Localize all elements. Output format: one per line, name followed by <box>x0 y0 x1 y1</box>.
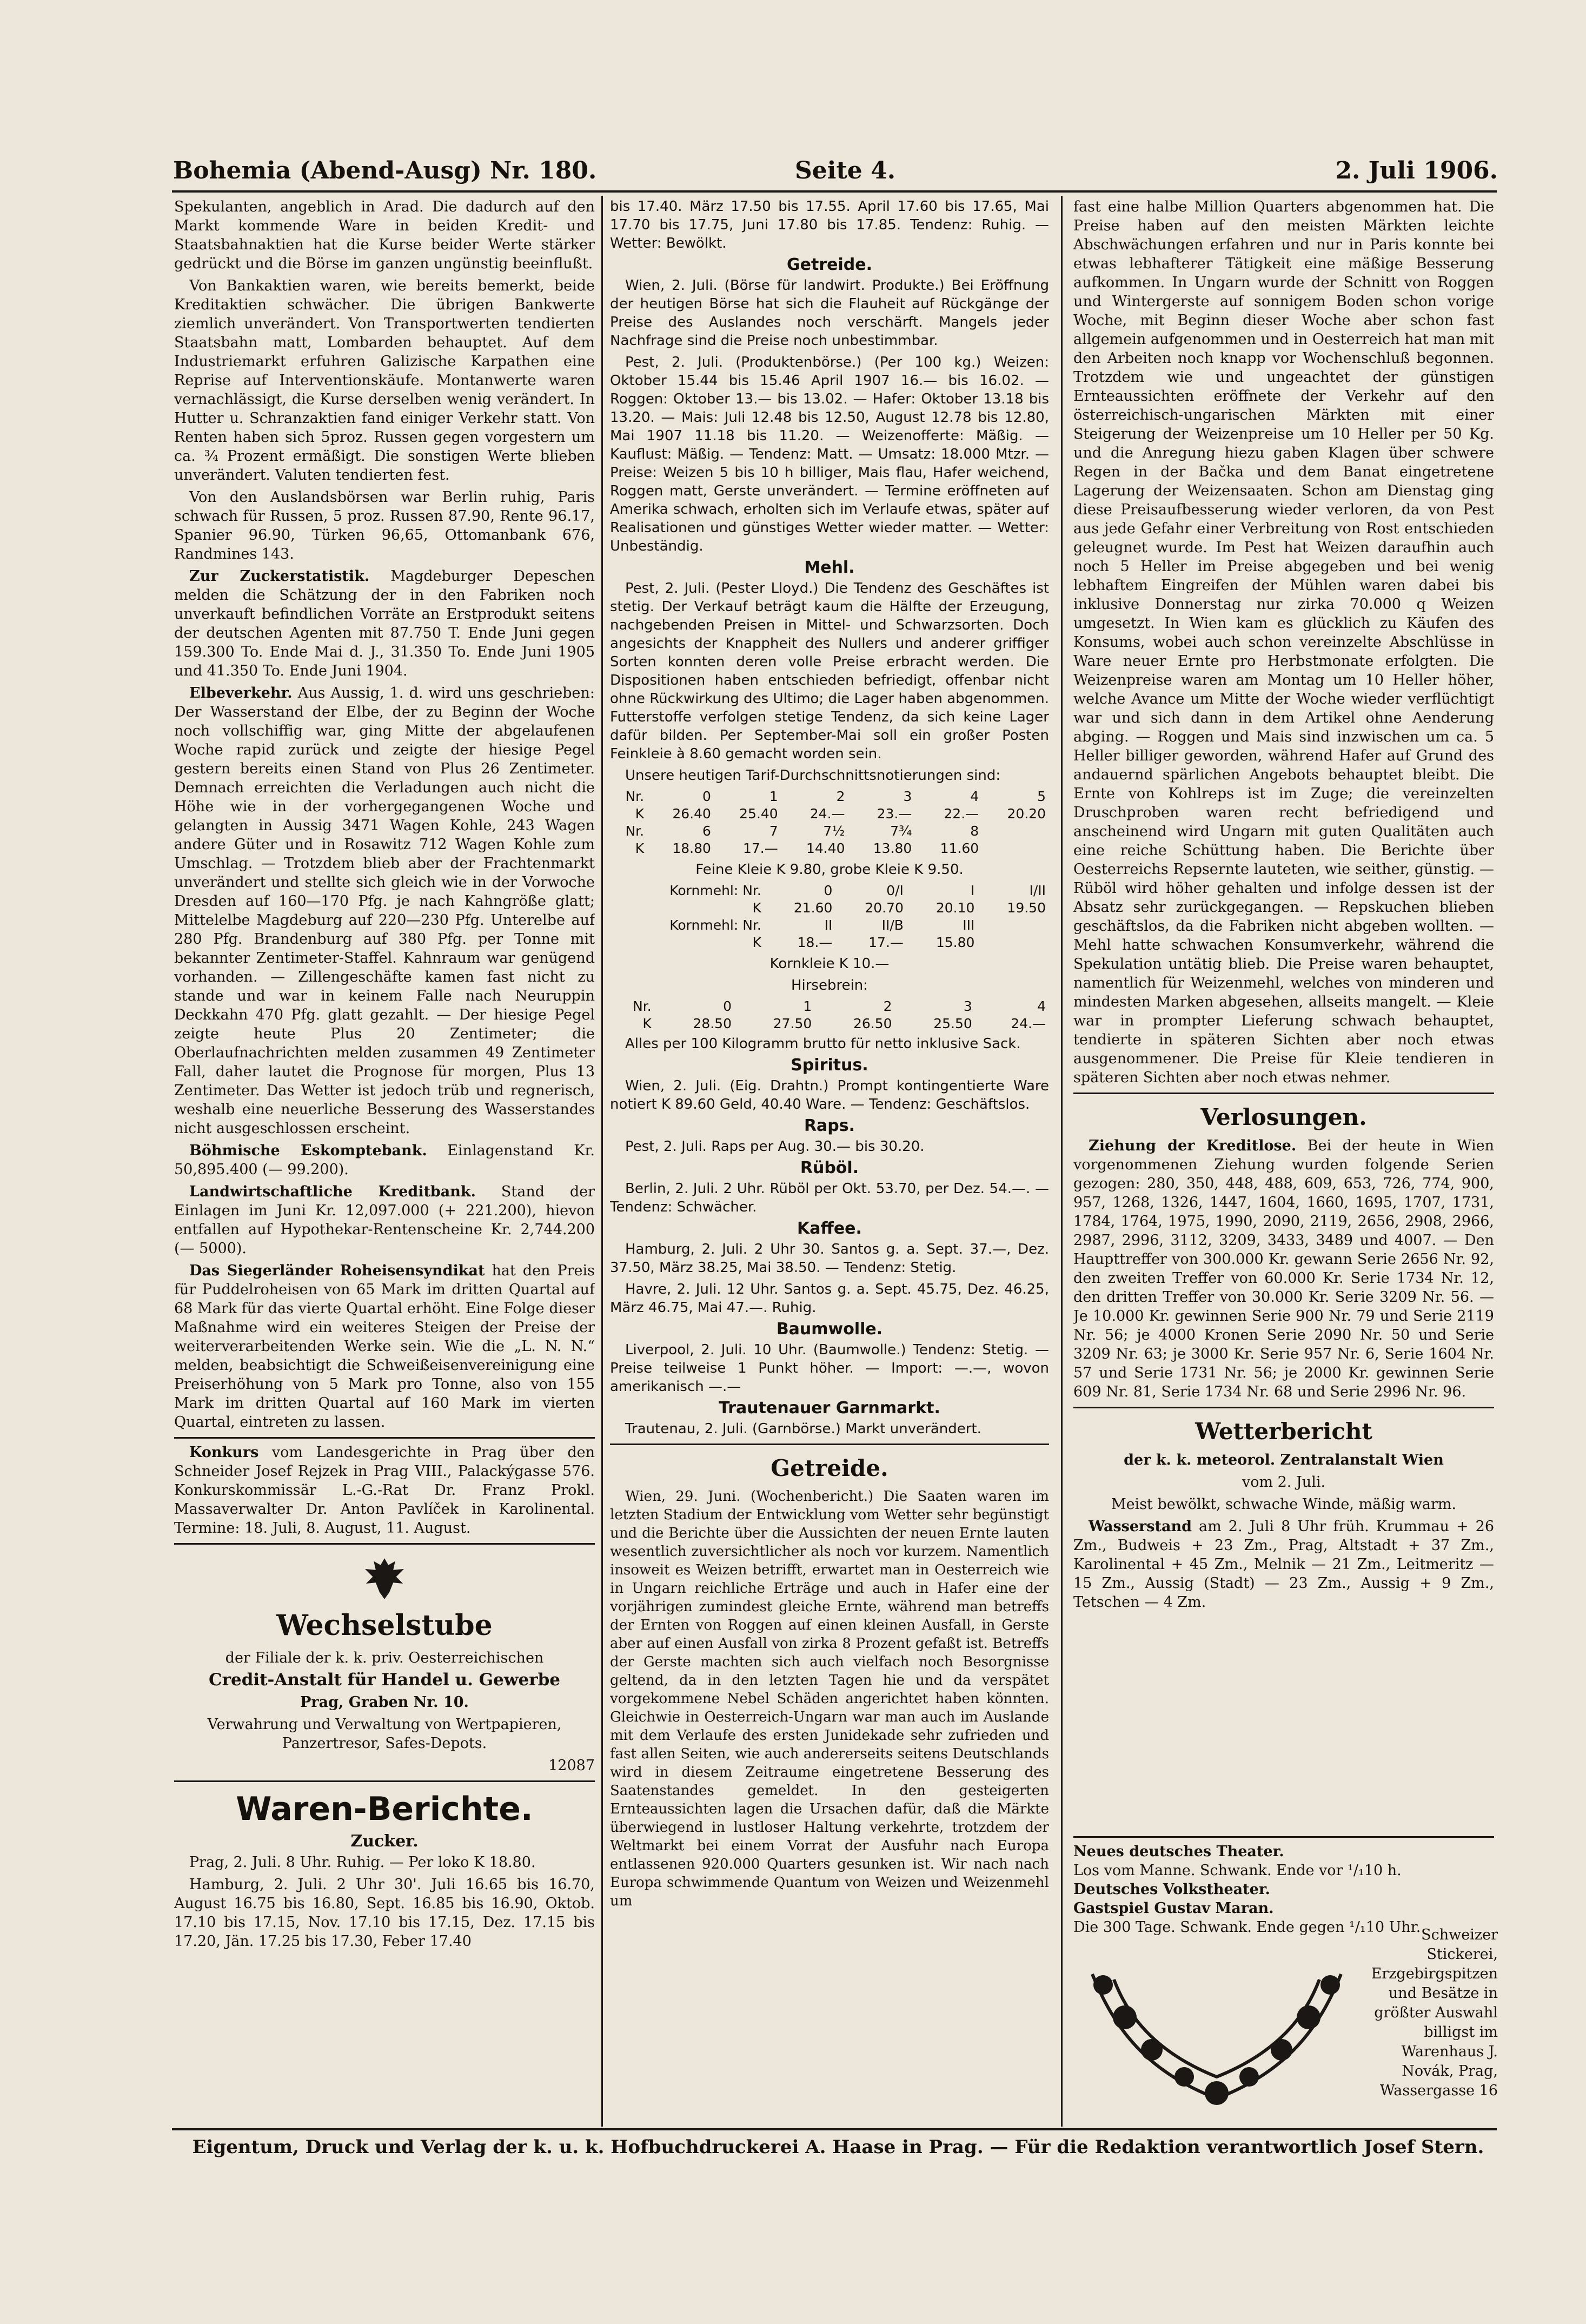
article-rueboel: Berlin, 2. Juli. 2 Uhr. Rüböl per Okt. 53.70, per Dez. 54.—. — Tendenz: Schwächer. <box>610 1181 1049 1215</box>
tarif-value-row-1: K 26.40 25.40 24.— 23.— 22.— 20.20 <box>635 806 1046 822</box>
volkstheater-gastspiel: Gastspiel Gustav Maran. <box>1073 1900 1274 1917</box>
article-zuckerstatistik: Magdeburger Depeschen melden die Schätzung der in den Fabriken noch unverkauft befindlichen Vorräte an Erstprodukt seitens der deutschen Agenten mit 87.750 T. Ende Juni gegen 159.300 To. Ende Mai d. J., 31.350 To. Ende Juni 1905 und 41.350 To. Ende Juni 1904. <box>174 568 595 679</box>
article-roheisensyndikat: hat den Preis für Puddelroheisen von 65 Mark im dritten Quartal auf 68 Mark für das vierte Quartal erhöht. Eine Folge dieser Maßnahme wird ein weiteres Steigen der Preise der weiterverarbeitenden Werke sein. Wie die „L. N. N.“ melden, beabsichtigt die Schweißeisenvereinigung eine Preiserhöhung von 5 Mark pro Tonne, also von 155 Mark im dritten Quartal auf 160 Mark im vierten Quartal, eintreten zu lassen. <box>174 1262 595 1431</box>
heading-elbeverkehr: Elbeverkehr. <box>189 685 293 701</box>
heading-wasserstand: Wasserstand <box>1089 1518 1192 1535</box>
theater-notes <box>1073 1831 1494 1937</box>
tarif-heading: Unsere heutigen Tarif-Durchschnittsnotierungen sind: <box>625 767 1001 784</box>
heading-kaffee: Kaffee. <box>797 1219 862 1238</box>
wechselstube-address: Prag, Graben Nr. 10. <box>300 1694 469 1711</box>
verlosungen-title: Verlosungen. <box>1200 1104 1367 1130</box>
article-getreide-cont: fast eine halbe Million Quarters abgenommen hat. Die Preise haben auf den meisten Märkten leichte Abschwächungen erfahren und nur in Paris konnte bei etwas lebhafterer Tätigkeit eine mäßige Besserung aufkommen. In Ungarn wurde der Schnitt von Roggen und Wintergerste auf sonnigem Boden schon vorige Woche, mit Beginn dieser Woche aber schon fast allgemein aufgenommen und in Oesterreich hat man mit den Arbeiten noch knapp vor Wochenschluß begonnen. Trotzdem wie und ungeachtet der günstigen Ernteaussichten eröffnete der Verkehr auf den österreichisch-ungarischen Märkten mit einer Steigerung der Weizenpreise um 10 Heller per 50 Kg. und die Anregung hiezu gaben Klagen über schwere Regen in der Bačka und dem Banat eingetretene Lagerung der Weizensaaten. Schon am Dienstag ging diese Preisaufbesserung wieder verloren, da von Pest aus jede Gefahr einer Verbreitung von Rost entschieden geleugnet wurde. Im Pest hat Weizen daraufhin auch noch 5 Heller im Preise abgegeben und bei wenig lebhaftem Eingreifen der Mühlen waren dabei bis inklusive Donnerstag nur zirka 70.000 q Weizen umgesetzt. In Wien kam es glücklich zu Käufen des Konsums, wobei auch schon vereinzelte Abschlüsse in Ware neuer Ernte pro Herbstmonate erfolgten. Die Weizenpreise waren am Montag um 10 Heller höher, welche Avance um Mitte der Woche wieder verflüchtigt war und sich dann in dem Artikel ohne Aenderung abging. — Roggen und Mais sind inzwischen um ca. 5 Heller billiger geworden, während Hafer auf Grund des andauernd spärlichen Angebots behauptet bleibt. Die Ernte von Kohlreps ist im Zuge; die vereinzelten Druschproben waren recht befriedigend und anscheinend wird Ungarn mit guten Qualitäten auch eine reiche Schüttung haben. Die Berichte über Oesterreichs Repsernte lauteten, wie seither, günstig. — Rüböl wird höher gehalten und infolge dessen ist der Absatz sehr zurückgegangen. — Repskuchen blieben geschäftslos, da die Fabriken nicht abgeben wollten. — Mehl hatte schwachen Konsumverkehr, während die Spekulation untätig blieb. Die Preise waren behauptet, namentlich für Weizenmehl, welches von minderen und mindesten Marken abgesehen, allseits mangelt. — Kleie war in prompter Lieferung schwach behauptet, tendierte in späteren Sichten aber noch etwas ausgenommener. Die Preise für Kleie tendieren in späteren Sichten aber noch etwas nehmer. <box>1073 198 1494 1086</box>
heading-mehl: Mehl. <box>804 558 855 577</box>
wechselstube-services: Verwahrung und Verwaltung von Wertpapieren, Panzertresor, Safes-Depots. <box>207 1716 562 1752</box>
article-zucker-prag: Prag, 2. Juli. 8 Uhr. Ruhig. — Per loko K 18.80. <box>189 1854 536 1871</box>
article-getreide-pest: Pest, 2. Juli. (Produktenbörse.) (Per 100 kg.) Weizen: Oktober 15.44 bis 15.46 April 1907 16.— bis 16.02. — Roggen: Oktober 13.— bis 13.02. — Hafer: Oktober 13.18 bis 13.20. — Mais: Juli 12.48 bis 12.50, August 12.78 bis 12.80, Mai 1907 11.18 bis 11.20. — Weizenofferte: Mäßig. — Kauflust: Mäßig. — Tendenz: Matt. — Umsatz: 18.000 Mtzr. — Preise: Weizen 5 bis 10 h billiger, Mais flau, Hafer weichend, Roggen matt, Gerste unverändert. — Termine eröffneten auf Amerika schwach, erholten sich im Verlaufe etwas, später auf Realisationen und günstiges Wetter wieder matter. — Wetter: Unbeständig. <box>610 354 1049 554</box>
kornmehl-header-1: Kornmehl: Nr. 0 0/I I I/II <box>669 883 1046 898</box>
article-zucker-hamburg: Hamburg, 2. Juli. 2 Uhr 30'. Juli 16.65 bis 16.70, August 16.75 bis 16.80, Sept. 16.85 bis 16.90, Oktob. 17.10 bis 17.15, Nov. 17.10 bis 17.15, Dez. 17.15 bis 17.20, Jän. 17.25 bis 17.30, Feber 17.40 <box>174 1876 595 1950</box>
wechselstube-line-2: Credit-Anstalt für Handel u. Gewerbe <box>208 1670 561 1690</box>
heading-rueboel: Rüböl. <box>800 1158 859 1177</box>
wetterbericht-forecast: Meist bewölkt, schwache Winde, mäßig warm. <box>1111 1496 1457 1513</box>
article-spiritus: Wien, 2. Juli. (Eig. Drahtn.) Prompt kontingentierte Ware notiert K 89.60 Geld, 40.40 Ware. — Tendenz: Geschäftslos. <box>610 1078 1049 1113</box>
issue-date: 2. Juli 1906. <box>1335 157 1498 184</box>
article-kreditbank: Stand der Einlagen im Juni Kr. 12,097.000 (+ 221.200), hievon entfallen auf Hypothekar-Rentenscheine Kr. 2,744.200 (— 5000). <box>174 1183 595 1257</box>
hirse-value-row: K 28.50 27.50 26.50 25.50 24.— <box>642 1016 1046 1031</box>
heading-kreditbank: Landwirtschaftliche Kreditbank. <box>189 1183 476 1200</box>
heading-roheisensyndikat: Das Siegerländer Roheisensyndikat <box>189 1262 485 1279</box>
header-rule <box>172 190 1497 193</box>
kornmehl-values-1: K 21.60 20.70 20.10 19.50 <box>752 900 1046 916</box>
article-zucker-cont: bis 17.40. März 17.50 bis 17.55. April 17.60 bis 17.65, Mai 17.70 bis 17.75, Juni 17.80 bis 17.85. Tendenz: Ruhig. — Wetter: Bewölkt. <box>610 198 1049 251</box>
article-getreide-wien: Wien, 2. Juli. (Börse für landwirt. Produkte.) Bei Eröffnung der heutigen Börse hat sich die Flauheit auf Rückgänge der Preise des Auslandes noch verschärft. Mangels jeder Nachfrage sind die Preise noch unbestimmbar. <box>610 277 1049 349</box>
waren-berichte-title: Waren-Berichte. <box>236 1790 533 1828</box>
imprint-footer: Eigentum, Druck und Verlag der k. u. k. Hofbuchdruckerei A. Haase in Prag. — Für die Redaktion verantwortlich Josef Stern. <box>192 2136 1484 2158</box>
page-header <box>173 157 1498 189</box>
kornmehl-table <box>610 882 1049 951</box>
page-number: Seite 4. <box>795 157 896 184</box>
heading-garnmarkt: Trautenauer Garnmarkt. <box>719 1399 940 1418</box>
neues-theater-program: Los vom Manne. Schwank. Ende vor ¹/₁10 h. <box>1073 1862 1402 1879</box>
kornmehl-header-2: Kornmehl: Nr. II II/B III <box>669 917 975 933</box>
article-kreditlose: Bei der heute in Wien vorgenommenen Ziehung wurden folgende Serien gezogen: 280, 350, 448, 488, 609, 653, 726, 774, 900, 957, 1268, 1326, 1447, 1604, 1660, 1695, 1707, 1731, 1784, 1764, 1975, 1990, 2090, 2119, 2656, 2908, 2966, 2987, 2996, 3112, 3209, 3433, 3489 und 4007. — Den Haupttreffer von 300.000 Kr. gewann Serie 2656 Nr. 92, den zweiten Treffer von 60.000 Kr. Serie 1734 Nr. 12, den dritten Treffer von 30.000 Kr. Serie 3209 Nr. 56. — Je 10.000 Kr. gewinnen Serie 900 Nr. 79 und Serie 2119 Nr. 56; je 4000 Kronen Serie 2090 Nr. 50 und Serie 3209 Nr. 63; je 3000 Kr. Serie 957 Nr. 6, Serie 1604 Nr. 57 und Serie 1731 Nr. 56; je 2000 Kr. gewinnen Serie 609 Nr. 81, Serie 1734 Nr. 68 und Serie 2996 Nr. 96. <box>1073 1137 1494 1400</box>
masthead-title: Bohemia (Abend-Ausg) Nr. 180. <box>173 157 597 184</box>
article-auslandsboersen: Von den Auslandsbörsen war Berlin ruhig, Paris schwach für Russen, 5 proz. Russen 87.90, Rente 96.17, Spanier 96.90, Türken 96,65, Ottomanbank 676, Randmines 143. <box>174 489 595 562</box>
volkstheater-program: Die 300 Tage. Schwank. Ende gegen ¹/₁10 Uhr. <box>1073 1919 1421 1936</box>
hirse-heading: Hirsebrein: <box>791 977 868 994</box>
wetterbericht-date: vom 2. Juli. <box>1242 1474 1326 1491</box>
article-kaffee-havre: Havre, 2. Juli. 12 Uhr. Santos g. a. Sept. 45.75, Dez. 46.25, März 46.75, Mai 47.—. Ruhig. <box>610 1281 1049 1316</box>
heading-baumwolle: Baumwolle. <box>776 1320 883 1339</box>
tarif-header-row-1: Nr. 0 1 2 3 4 5 <box>625 789 1046 804</box>
article-baumwolle: Liverpool, 2. Juli. 10 Uhr. (Baumwolle.) Tendenz: Stetig. — Preise teilweise 1 Punkt höher. — Import: —.—, wovon amerikanisch —.— <box>610 1342 1049 1395</box>
article-eskomptebank: Einlagenstand Kr. 50,895.400 (— 99.200). <box>174 1142 595 1178</box>
kornmehl-values-2: K 18.— 17.— 15.80 <box>752 935 975 950</box>
tarif-header-row-2: Nr. 6 7 7½ 7¾ 8 <box>625 823 979 839</box>
wechselstube-code: 12087 <box>548 1757 595 1774</box>
lace-illustration-icon <box>1081 1963 1352 2115</box>
column-3 <box>1073 197 1494 1825</box>
article-raps: Pest, 2. Juli. Raps per Aug. 30.— bis 30.20. <box>625 1138 925 1155</box>
ad-stickerei-text: Schweizer Stickerei, Erzgebirgspitzen und Besätze in größter Auswahl billigst im Warenhaus J. Novák, Prag, Wassergasse 16 <box>1371 1926 1498 2099</box>
article-bankaktien: Von Bankaktien waren, wie bereits bemerkt, beide Kreditaktien schwächer. Die übrigen Bankwerte ziemlich unverändert. Von Transportwerten tendierten Staatsbahn matt, Lombarden behauptet. Auf dem Industriemarkt erfuhren Galizische Karpathen eine Reprise auf Interventionskäufe. Montanwerte waren vernachlässigt, die Kurse derselben wenig verändert. In Hutter u. Schranzaktien fand einiger Verkehr statt. Von Renten haben sich 5proz. Russen gegen vorgestern um ca. ¾ Prozent ermäßigt. Die sonstigen Werte blieben unverändert. Valuten tendierten fest. <box>174 277 595 484</box>
kornkleie-line: Kornkleie K 10.— <box>769 956 890 972</box>
article-getreide-wochenbericht: Wien, 29. Juni. (Wochenbericht.) Die Saaten waren im letzten Stadium der Entwicklung vom Wetter sehr begünstigt und die Berichte über die Aussichten der neuen Ernte lauten wesentlich zuversichtlicher als noch vor kurzem. Namentlich insoweit es Weizen betrifft, erwartet man in Oesterreich wie in Ungarn reichliche Erträge und auch in Hafer eine der vorjährigen zumindest gleiche Ernte, während man betreffs der Ernten von Roggen auf einen kleinen Ausfall, in Gerste aber auf einen Ausfall von zirka 8 Prozent gefaßt ist. Betreffs der Gerste machten sich auch vielfach noch Besorgnisse geltend, da in den letzten Tagen hie und da verspätet vorgekommene Nebel Schäden angerichtet haben könnten. Gleichwie in Oesterreich-Ungarn war man auch im Auslande mit dem Verlaufe des ersten Junidekade sehr zufrieden und fast allen Seiten, wie auch andererseits seitens Deutschlands wird in diesem Zeitraume eingetretene Besserung des Saatenstandes gemeldet. In den gesteigerten Ernteaussichten lagen die Ursachen dafür, daß die Märkte überwiegend in lustloser Haltung verkehrte, trotzdem der Weltmarkt bei einem Vorrat der Ausfuhr nach Europa entlassenen 920.000 Quarters gesunken ist. Wir nach nach Europa schwimmende Quantum von Weizen und Weizenmehl um <box>610 1488 1049 1909</box>
article-mehl: Pest, 2. Juli. (Pester Lloyd.) Die Tendenz des Geschäftes ist stetig. Der Verkauf beträgt kaum die Hälfte der Erzeugung, nachgebenden Preisen in Mittel- und Schwarzsorten. Doch angesichts der Knappheit des Nullers und anderer griffiger Sorten konnten deren volle Preise erbracht werden. Die Dispositionen haben entschieden befriedigt, offenbar nicht ohne Rückwirkung des Ultimo; die Lager haben abgenommen. Futterstoffe verfolgen stetige Tendenz, da sich keine Lager dafür bilden. Per September-Mai soll ein großer Posten Feinkleie à 8.60 gemacht worden sein. <box>610 580 1049 762</box>
column-1 <box>174 197 595 2123</box>
article-garnmarkt: Trautenau, 2. Juli. (Garnbörse.) Markt unverändert. <box>625 1421 981 1437</box>
article-kaffee-hamburg: Hamburg, 2. Juli. 2 Uhr 30. Santos g. a. Sept. 37.—, Dez. 37.50, März 38.25, Mai 38.50. — Tendenz: Stetig. <box>610 1241 1049 1276</box>
heading-eskomptebank: Böhmische Eskomptebank. <box>189 1142 427 1159</box>
heading-neues-theater: Neues deutsches Theater. <box>1073 1843 1284 1860</box>
heading-zuckerstatistik: Zur Zuckerstatistik. <box>189 568 370 585</box>
heading-spiritus: Spiritus. <box>791 1056 868 1075</box>
kleie-line: Feine Kleie K 9.80, grobe Kleie K 9.50. <box>695 862 964 878</box>
tarif-value-row-2: K 18.80 17.— 14.40 13.80 11.60 <box>635 840 979 856</box>
heading-konkurs: Konkurs <box>189 1444 259 1461</box>
hirse-table <box>610 998 1049 1032</box>
wechselstube-title: Wechselstube <box>276 1609 493 1642</box>
eagle-emblem-icon <box>360 1554 409 1603</box>
wechselstube-line-1: der Filiale der k. k. priv. Oesterreichischen <box>225 1650 544 1666</box>
heading-getreide-wochenbericht: Getreide. <box>771 1455 888 1481</box>
article-spekulanten: Spekulanten, angeblich in Arad. Die dadurch auf den Markt kommende Ware in beiden Kredit- und Staatsbahnaktien hat die Kurse beider Werte stärker gedrückt und die Börse im ganzen ungünstig beeinflußt. <box>174 198 595 272</box>
wetterbericht-source: der k. k. meteorol. Zentralanstalt Wien <box>1124 1452 1444 1468</box>
heading-volkstheater: Deutsches Volkstheater. <box>1073 1881 1270 1898</box>
heading-raps: Raps. <box>804 1116 855 1135</box>
column-2 <box>610 197 1049 2123</box>
article-wasserstand: am 2. Juli 8 Uhr früh. Krummau + 26 Zm., Budweis + 23 Zm., Prag, Altstadt + 37 Zm., Karolinental + 45 Zm., Melnik — 21 Zm., Leitmeritz — 15 Zm., Aussig (Stadt) — 23 Zm., Aussig + 9 Zm., Tetschen — 4 Zm. <box>1073 1518 1494 1611</box>
column-divider-1 <box>601 196 603 2127</box>
footer-rule <box>172 2128 1497 2130</box>
heading-zucker: Zucker. <box>350 1832 419 1851</box>
hirse-header-row: Nr. 0 1 2 3 4 <box>633 998 1046 1014</box>
tarif-table <box>610 788 1049 857</box>
heading-kreditlose: Ziehung der Kreditlose. <box>1089 1137 1297 1154</box>
hirse-note: Alles per 100 Kilogramm brutto für netto inklusive Sack. <box>625 1036 1021 1052</box>
article-elbeverkehr: Aus Aussig, 1. d. wird uns geschrieben: Der Wasserstand der Elbe, der zu Beginn der Woche noch vollschiffig war, ging Mitte der abgelaufenen Woche rapid zurück und zeigte der hiesige Pegel gestern bereits einen Stand von Plus 26 Zentimeter. Demnach erreichten die Verladungen auch nicht die Höhe wie in der vorhergegangenen Woche und gelangten in Aussig 3471 Wagen Kohle, 243 Wagen andere Güter und in Rosawitz 712 Wagen Kohle zum Umschlag. — Trotzdem blieb aber der Frachtenmarkt unverändert und stellte sich gleich wie in der Vorwoche Dresden auf 160—170 Pfg. je nach Kahngröße glatt; Mittelelbe Magdeburg auf 220—230 Pfg. Unterelbe auf 280 Pfg. Brandenburg auf 380 Pfg. per Tonne mit bekannter Zentimeter-Staffel. Kahnraum war genügend vorhanden. — Zillengeschäfte kamen fast nicht zu stande und war in keinem Falle nach Neuruppin Deckkahn 470 Pfg. glatt gezahlt. — Der hiesige Pegel zeigte heute Plus 20 Zentimeter; die Oberlaufnachrichten melden zusammen 49 Zentimeter Fall, daher lautet die Prognose für morgen, Plus 13 Zentimeter. Das Wetter ist jedoch trüb und regnerisch, weshalb eine neuerliche Besserung des Wasserstandes nicht ausgeschlossen erscheint. <box>174 685 595 1137</box>
ad-wechselstube <box>174 1543 595 1775</box>
column-divider-2 <box>1061 196 1063 2127</box>
article-konkurs: vom Landesgerichte in Prag über den Schneider Josef Rejzek in Prag VIII., Palackýgasse 576. Konkurskommissär L.-G.-Rat Dr. Franz Prokl. Massaverwalter Dr. Anton Pavlíček in Karolinental. Termine: 18. Juli, 8. August, 11. August. <box>174 1444 595 1537</box>
wetterbericht-title: Wetterbericht <box>1195 1418 1372 1445</box>
heading-getreide: Getreide. <box>787 255 872 274</box>
